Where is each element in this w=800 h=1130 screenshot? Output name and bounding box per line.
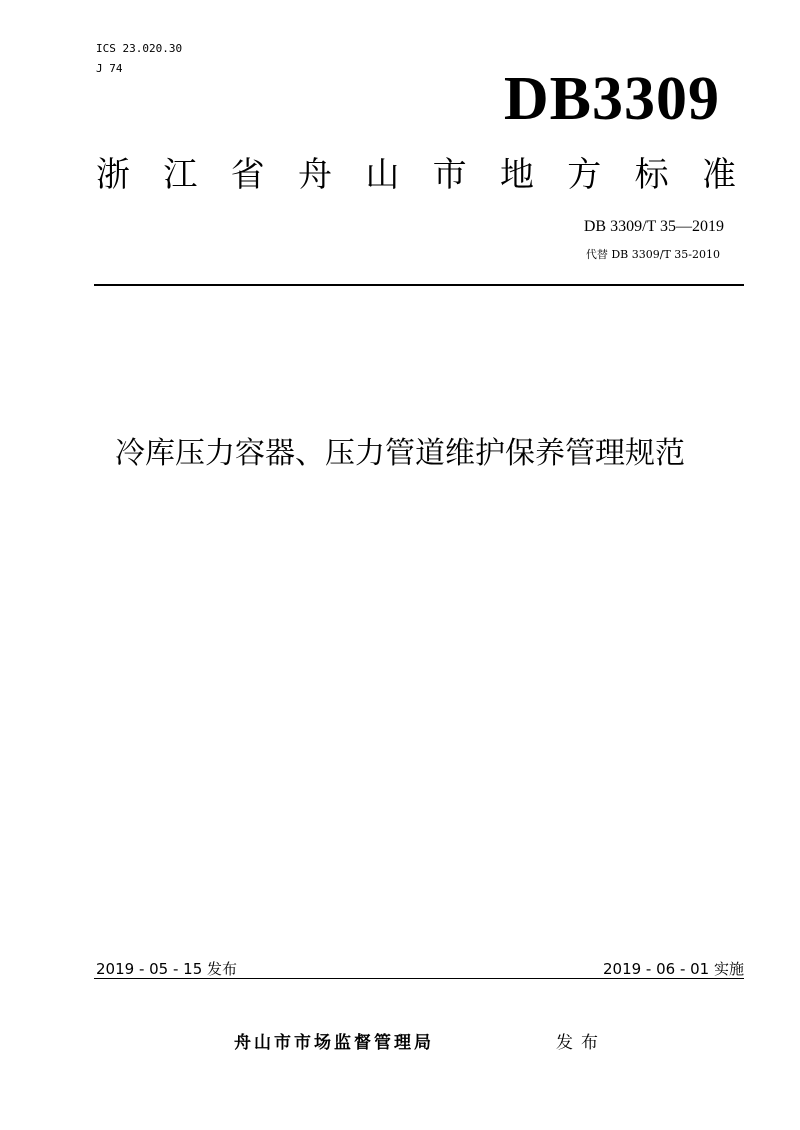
standard-type-char: 省	[230, 155, 265, 195]
implement-date: 2019 - 06 - 01 实施	[602, 960, 744, 978]
ccs-code: J 74	[96, 62, 123, 75]
standard-type-char: 浙	[96, 155, 130, 195]
standard-type-char: 标	[634, 155, 669, 195]
standard-type-char: 江	[163, 155, 198, 195]
header-divider	[94, 284, 744, 286]
publish-date: 2019 - 05 - 15 发布	[96, 960, 238, 978]
standard-type-char: 市	[432, 155, 467, 195]
document-title: 冷库压力容器、压力管道维护保养管理规范	[115, 436, 685, 471]
standard-logo: DB3309	[503, 65, 720, 133]
standard-type-char: 舟	[297, 155, 332, 195]
replaces-standard: 代替 DB 3309/T 35-2010	[585, 248, 720, 261]
standard-type-char: 山	[365, 155, 400, 195]
ics-code: ICS 23.020.30	[96, 42, 183, 55]
issue-label: 发布	[556, 1033, 606, 1053]
standard-type-char: 地	[499, 155, 534, 195]
standard-type-char: 准	[701, 155, 736, 195]
issuing-authority: 舟山市市场监督管理局	[234, 1033, 434, 1053]
standard-type-heading	[96, 152, 736, 198]
standard-number: DB 3309/T 35—2019	[583, 218, 724, 235]
footer-divider	[94, 978, 744, 979]
standard-type-char: 方	[567, 155, 602, 195]
